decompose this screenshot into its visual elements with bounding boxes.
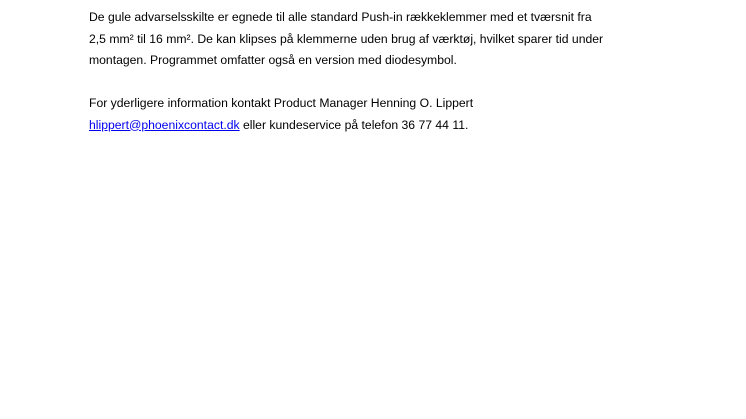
paragraph-spacer [89, 72, 649, 94]
paragraph-line: 2,5 mm² til 16 mm². De kan klipses på klemmerne uden brug af værktøj, hvilket sparer tid under [89, 31, 604, 46]
contact-line-email [89, 115, 649, 137]
paragraph-contact-info [89, 93, 649, 136]
paragraph-line: De gule advarselsskilte er egnede til alle standard Push-in rækkeklemmer med et tværsnit fra [89, 10, 592, 24]
email-link[interactable]: hlippert@phoenixcontact.dk [89, 117, 240, 132]
document-body [89, 7, 649, 136]
contact-line: For yderligere information kontakt Product Manager Henning O. Lippert [89, 96, 474, 110]
paragraph-product-description [89, 7, 649, 72]
paragraph-line: montagen. Programmet omfatter også en version med diodesymbol. [89, 53, 457, 67]
contact-line-rest: eller kundeservice på telefon 36 77 44 11. [239, 117, 469, 132]
